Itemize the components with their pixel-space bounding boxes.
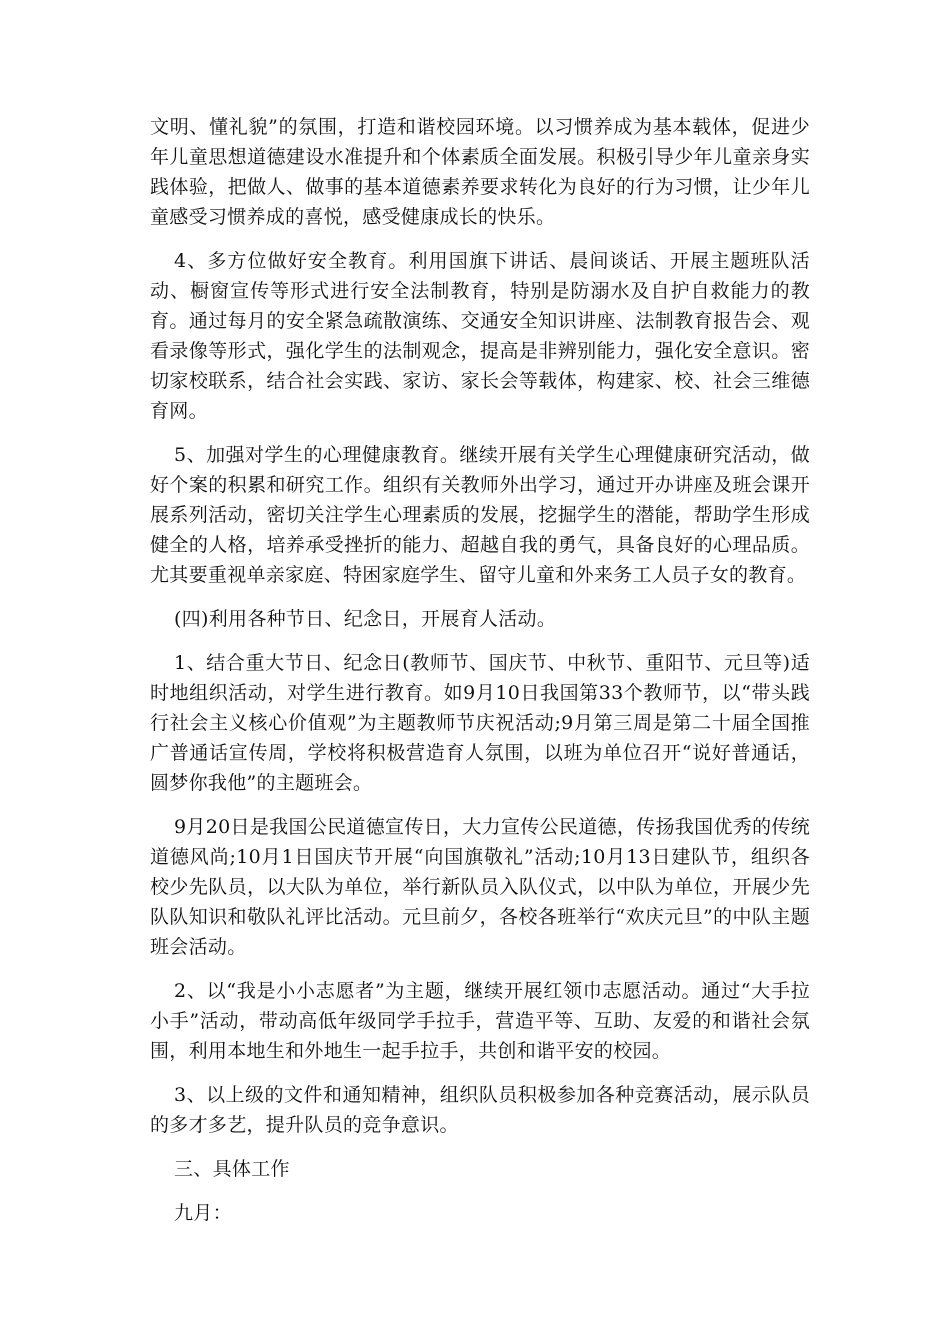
month-heading-september: 九月：	[174, 1202, 232, 1224]
paragraph-volunteer: 2、以“我是小小志愿者”为主题，继续开展红领巾志愿活动。通过“大手拉小手”活动，带动高低年级同学手拉手，营造平等、互助、友爱的和谐社会氛围，利用本地生和外地生一起手拉手，共创和谐平安的校园。	[150, 980, 810, 1062]
paragraph-continuation: 文明、懂礼貌”的氛围，打造和谐校园环境。以习惯养成为基本载体，促进少年儿童思想道德建设水准提升和个体素质全面发展。积极引导少年儿童亲身实践体验，把做人、做事的基本道德素养要求转化为良好的行为习惯，让少年儿童感受习惯养成的喜悦，感受健康成长的快乐。	[150, 116, 810, 228]
paragraph-mental-health: 5、加强对学生的心理健康教育。继续开展有关学生心理健康研究活动，做好个案的积累和研究工作。组织有关教师外出学习，通过开办讲座及班会课开展系列活动，密切关注学生心理素质的发展，挖掘学生的潜能，帮助学生形成健全的人格，培养承受挫折的能力、超越自我的勇气，具备良好的心理品质。尤其要重视单亲家庭、特困家庭学生、留守儿童和外来务工人员子女的教育。	[150, 444, 810, 586]
paragraph-festival-activities: 1、结合重大节日、纪念日(教师节、国庆节、中秋节、重阳节、元旦等)适时地组织活动，对学生进行教育。如9月10日我国第33个教师节，以“带头践行社会主义核心价值观”为主题教师节庆祝活动;9月第三周是第二十届全国推广普通话宣传周，学校将积极营造育人氛围，以班为单位召开“说好普通话，圆梦你我他”的主题班会。	[150, 652, 810, 794]
section-heading-specific-work: 三、具体工作	[174, 1158, 290, 1180]
paragraph-safety-education: 4、多方位做好安全教育。利用国旗下讲话、晨间谈话、开展主题班队活动、橱窗宣传等形式进行安全法制教育，特别是防溺水及自护自救能力的教育。通过每月的安全紧急疏散演练、交通安全知识讲座、法制教育报告会、观看录像等形式，强化学生的法制观念，提高是非辨别能力，强化安全意识。密切家校联系，结合社会实践、家访、家长会等载体，构建家、校、社会三维德育网。	[150, 250, 810, 422]
paragraph-competitions: 3、以上级的文件和通知精神，组织队员积极参加各种竞赛活动，展示队员的多才多艺，提升队员的竞争意识。	[150, 1084, 810, 1136]
paragraph-civic-morality: 9月20日是我国公民道德宣传日，大力宣传公民道德，传扬我国优秀的传统道德风尚;10月1日国庆节开展“向国旗敬礼”活动;10月13日建队节，组织各校少先队员，以大队为单位，举行新队员入队仪式，以中队为单位，开展少先队队知识和敬队礼评比活动。元旦前夕，各校各班举行“欢庆元旦”的中队主题班会活动。	[150, 816, 810, 958]
section-heading-holidays: (四)利用各种节日、纪念日，开展育人活动。	[174, 608, 557, 630]
document-body	[150, 112, 810, 1242]
